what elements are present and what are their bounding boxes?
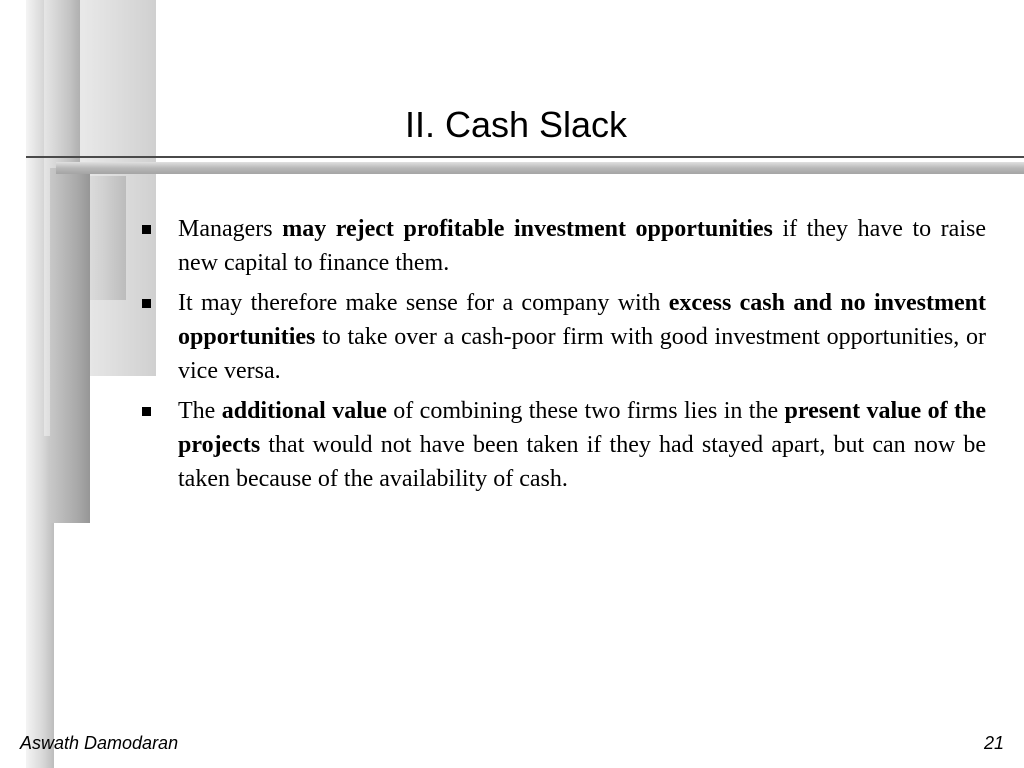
emphasis-text: additional value bbox=[221, 398, 387, 424]
text-run: It may therefore make sense for a company with bbox=[178, 290, 669, 316]
emphasis-text: may reject profitable investment opportunities bbox=[282, 216, 773, 242]
bullet-text bbox=[178, 398, 986, 492]
emphasis-text: present value of the projects bbox=[178, 398, 986, 458]
page-number: 21 bbox=[983, 733, 1004, 753]
bullet-text bbox=[178, 216, 986, 276]
emphasis-text: excess cash and no investment opportunities bbox=[178, 290, 986, 350]
square-bullet-icon bbox=[142, 407, 151, 416]
square-bullet-icon bbox=[142, 225, 151, 234]
bullet-item bbox=[138, 286, 986, 388]
text-run: of combining these two firms lies in the bbox=[386, 398, 785, 424]
title-divider-line bbox=[26, 156, 1024, 158]
text-run: that would not have been taken if they had stayed apart, but can now be taken because of the availability of cash. bbox=[178, 432, 986, 492]
bullet-text bbox=[178, 290, 986, 384]
text-run: The bbox=[178, 398, 222, 424]
bullet-item bbox=[138, 212, 986, 280]
bullet-item bbox=[138, 394, 986, 496]
footer-author: Aswath Damodaran bbox=[20, 733, 179, 753]
text-run: Managers bbox=[178, 216, 283, 242]
title-divider-bar bbox=[56, 162, 1024, 174]
bullet-list bbox=[138, 212, 986, 502]
text-run: if they have to raise new capital to finance them. bbox=[178, 216, 986, 276]
square-bullet-icon bbox=[142, 299, 151, 308]
slide-title: II. Cash Slack bbox=[404, 104, 628, 145]
decorative-bar bbox=[50, 168, 90, 523]
text-run: to take over a cash-poor firm with good investment opportunities, or vice versa. bbox=[178, 324, 986, 384]
